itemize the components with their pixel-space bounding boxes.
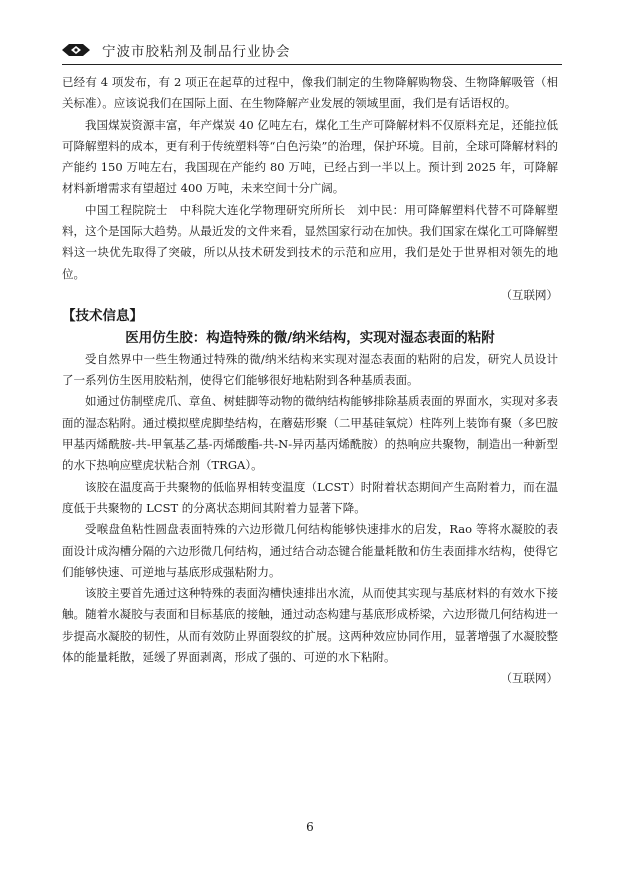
source-note: （互联网） xyxy=(500,287,558,302)
paragraph: 如通过仿制壁虎爪、章鱼、树蛙脚等动物的微纳结构能够排除基质表面的界面水，实现对多表面的湿态粘附。通过模拟壁虎脚垫结构，在蘑菇形聚（二甲基硅氧烷）柱阵列上装饰有聚（多巴胺甲基丙烯酰胺-共-甲氧基乙基-丙烯酸酯-共-N-异丙基丙烯酰胺）的热响应共聚物，制造出一种新型的水下热响应壁虎状粘合剂（TRGA）。 xyxy=(62,394,558,473)
page-content xyxy=(62,72,558,690)
article-title: 医用仿生胶：构造特殊的微/纳米结构，实现对湿态表面的粘附 xyxy=(125,329,495,346)
header-divider xyxy=(62,64,562,65)
page-header xyxy=(62,38,562,66)
association-logo-icon xyxy=(62,42,90,58)
paragraph: 我国煤炭资源丰富，年产煤炭 40 亿吨左右，煤化工生产可降解材料不仅原料充足，还能拉低可降解塑料的成本，更有利于传统塑料等“白色污染”的治理，保护环境。目前，全球可降解材料的产能约 150 万吨左右，我国现在产能约 80 万吨，已经占到一半以上。预计到 2025 年，可降解材料新增需求有望超过 400 万吨，未来空间十分广阔。 xyxy=(62,117,558,196)
section-heading: 【技术信息】 xyxy=(62,308,143,325)
paragraph: 受喉盘鱼粘性圆盘表面特殊的六边形微几何结构能够快速排水的启发，Rao 等将水凝胶的表面设计成沟槽分隔的六边形微几何结构，通过结合动态键合能量耗散和仿生表面排水结构，使得它们能够快速、可逆地与基底形成强粘附力。 xyxy=(62,522,558,579)
paragraph: 该胶主要首先通过这种特殊的表面沟槽快速排出水流，从而使其实现与基底材料的有效水下接触。随着水凝胶与表面和目标基底的接触，通过动态构建与基底形成桥梁，六边形微几何结构进一步提高水凝胶的韧性，从而有效防止界面裂纹的扩展。这两种效应协同作用，显著增强了水凝胶整体的能量耗散，延缓了界面剥离，形成了强的、可逆的水下粘附。 xyxy=(62,586,558,665)
source-note: （互联网） xyxy=(500,671,558,686)
paragraph: 已经有 4 项发布，有 2 项正在起草的过程中，像我们制定的生物降解购物袋、生物降解吸管（相关标准）。应该说我们在国际上面、在生物降解产业发展的领域里面，我们是有话语权的。 xyxy=(62,75,558,111)
header-title: 宁波市胶粘剂及制品行业协会 xyxy=(102,44,291,60)
paragraph: 该胶在温度高于共聚物的低临界相转变温度（LCST）时附着状态期间产生高附着力，而在温度低于共聚物的 LCST 的分离状态期间其附着力显著下降。 xyxy=(62,479,558,515)
paragraph: 受自然界中一些生物通过特殊的微/纳米结构来实现对湿态表面的粘附的启发，研究人员设计了一系列仿生医用胶粘剂，使得它们能够很好地粘附到各种基质表面。 xyxy=(62,351,558,388)
page-number: 6 xyxy=(306,820,314,834)
paragraph: 中国工程院院士 中科院大连化学物理研究所所长 刘中民：用可降解塑料代替不可降解塑料，这个是国际大趋势。从最近发的文件来看，显然国家行动在加快。我们国家在煤化工可降解塑料这一块优先取得了突破，所以从技术研发到技术的示范和应用，我们是处于世界相对领先的地位。 xyxy=(62,202,558,281)
